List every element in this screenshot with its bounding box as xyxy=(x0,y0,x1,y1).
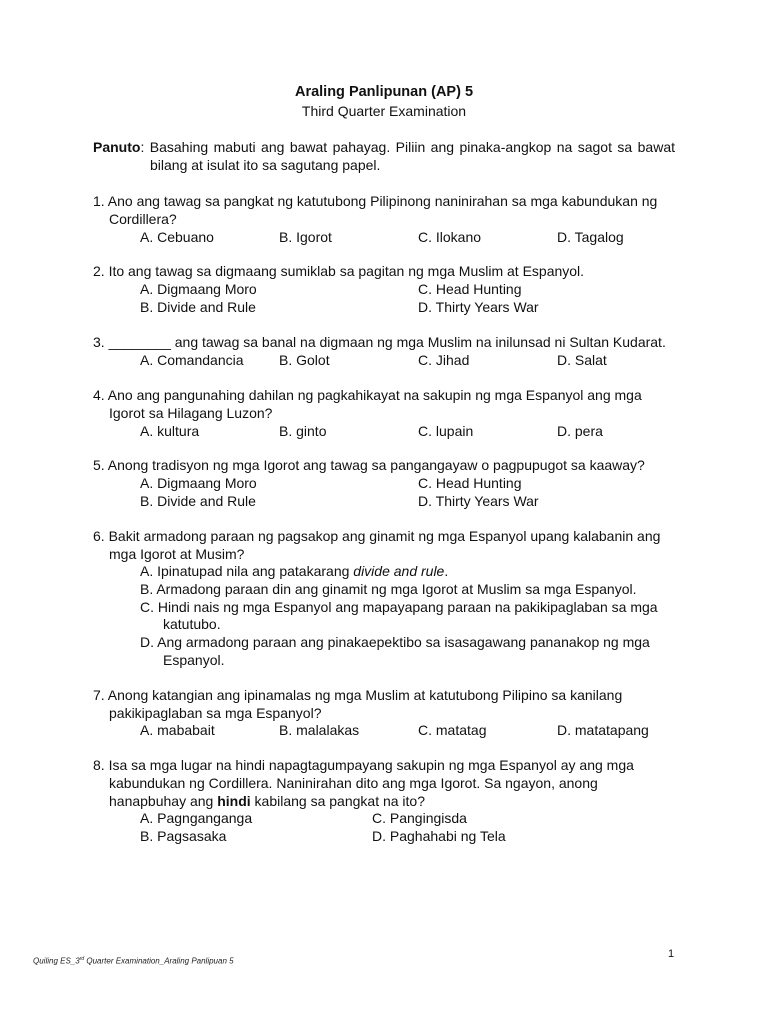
q6-choice-c-cont: katutubo. xyxy=(163,616,221,632)
q6-choice-b: B. Armadong paraan din ang ginamit ng mga Igorot at Muslim sa mga Espanyol. xyxy=(140,581,637,597)
q3-choice-c: C. Jihad xyxy=(418,352,470,368)
page-title: Araling Panlipunan (AP) 5 xyxy=(294,84,474,100)
question-6-text-cont: mga Igorot at Musim? xyxy=(109,546,245,562)
directions-text-2: bilang at isulat ito sa sagutang papel. xyxy=(150,157,381,173)
q3-choice-d: D. Salat xyxy=(557,352,607,368)
question-3-text: 3. ________ ang tawag sa banal na digmaan ng mga Muslim na inilunsad ni Sultan Kudarat. xyxy=(93,334,666,350)
question-7-text: 7. Anong katangian ang ipinamalas ng mga Muslim at katutubong Pilipino sa kanilang xyxy=(93,687,623,703)
page-subtitle: Third Quarter Examination xyxy=(301,103,467,119)
q5-choice-d: D. Thirty Years War xyxy=(418,493,539,509)
q3-choice-a: A. Comandancia xyxy=(140,352,244,368)
q7-choice-c: C. matatag xyxy=(418,722,487,738)
q1-choice-b: B. Igorot xyxy=(279,229,332,245)
q6-choice-d-cont: Espanyol. xyxy=(163,652,225,668)
q1-choice-a: A. Cebuano xyxy=(140,229,214,245)
question-2-text: 2. Ito ang tawag sa digmaang sumiklab sa pagitan ng mga Muslim at Espanyol. xyxy=(93,263,585,279)
q4-choice-a: A. kultura xyxy=(140,423,200,439)
question-6-text: 6. Bakit armadong paraan ng pagsakop ang ginamit ng mga Espanyol upang kalabanin ang xyxy=(93,528,661,544)
q6-choice-c: C. Hindi nais ng mga Espanyol ang mapayapang paraan na pakikipaglaban sa mga xyxy=(140,599,658,615)
q7-choice-b: B. malalakas xyxy=(279,722,360,738)
q6-choice-a-end: . xyxy=(444,563,449,579)
q8-choice-d: D. Paghahabi ng Tela xyxy=(372,828,506,844)
q1-choice-d: D. Tagalog xyxy=(557,229,624,245)
question-8-text-cont-2 xyxy=(109,792,425,810)
footer-text: Quiling ES_3 xyxy=(33,956,80,966)
question-5-text: 5. Anong tradisyon ng mga Igorot ang tawag sa pangangayaw o pagpupugot sa kaaway? xyxy=(93,457,645,473)
q2-choice-b: B. Divide and Rule xyxy=(140,299,256,315)
directions-label: Panuto xyxy=(93,139,141,155)
q4-choice-b: B. ginto xyxy=(279,423,327,439)
footer-superscript: rd xyxy=(79,956,85,962)
q4-choice-d: D. pera xyxy=(557,423,603,439)
question-7-text-cont: pakikipaglaban sa mga Espanyol? xyxy=(109,705,322,721)
q5-choice-c: C. Head Hunting xyxy=(418,475,522,491)
q5-choice-b: B. Divide and Rule xyxy=(140,493,256,509)
question-8-text-cont: kabundukan ng Cordillera. Naninirahan dito ang mga Igorot. Sa ngayon, anong xyxy=(109,775,598,791)
q8-choice-c: C. Pangingisda xyxy=(372,810,467,826)
q6-choice-a-emphasis: divide and rule xyxy=(353,563,445,579)
directions xyxy=(93,138,675,174)
q7-choice-a: A. mababait xyxy=(140,722,215,738)
q6-choice-d: D. Ang armadong paraan ang pinakaepektibo sa isasagawang pananakop ng mga xyxy=(140,634,650,650)
q8-emphasis: hindi xyxy=(217,793,251,809)
q1-choice-c: C. Ilokano xyxy=(418,229,482,245)
q3-choice-b: B. Golot xyxy=(279,352,330,368)
directions-text-1: : Basahing mabuti ang bawat pahayag. Piliin ang pinaka-angkop na sagot sa bawat xyxy=(140,139,675,155)
page-number: 1 xyxy=(668,948,675,960)
q6-choice-a xyxy=(140,562,448,580)
q2-choice-a: A. Digmaang Moro xyxy=(140,281,257,297)
q6-choice-a-text: A. Ipinatupad nila ang patakarang xyxy=(140,563,354,579)
q2-choice-c: C. Head Hunting xyxy=(418,281,522,297)
footer-text-end: Quarter Examination_Araling Panlipuan 5 xyxy=(84,956,234,966)
q2-choice-d: D. Thirty Years War xyxy=(418,299,539,315)
q8-line3-start: hanapbuhay ang xyxy=(109,793,218,809)
question-1-text-cont: Cordillera? xyxy=(109,211,177,227)
q8-line3-end: kabilang sa pangkat na ito? xyxy=(250,793,426,809)
question-4-text-cont: Igorot sa Hilagang Luzon? xyxy=(109,405,273,421)
q4-choice-c: C. lupain xyxy=(418,423,474,439)
q5-choice-a: A. Digmaang Moro xyxy=(140,475,257,491)
question-8-text: 8. Isa sa mga lugar na hindi napagtagumpayang sakupin ng mga Espanyol ay ang mga xyxy=(93,757,634,773)
page-footer xyxy=(33,956,234,966)
q7-choice-d: D. matatapang xyxy=(557,722,649,738)
question-4-text: 4. Ano ang pangunahing dahilan ng pagkahikayat na sakupin ng mga Espanyol ang mga xyxy=(93,387,642,403)
q8-choice-b: B. Pagsasaka xyxy=(140,828,227,844)
question-1-text: 1. Ano ang tawag sa pangkat ng katutubong Pilipinong naninirahan sa mga kabundukan ng xyxy=(93,193,658,209)
q8-choice-a: A. Pagnganganga xyxy=(140,810,253,826)
